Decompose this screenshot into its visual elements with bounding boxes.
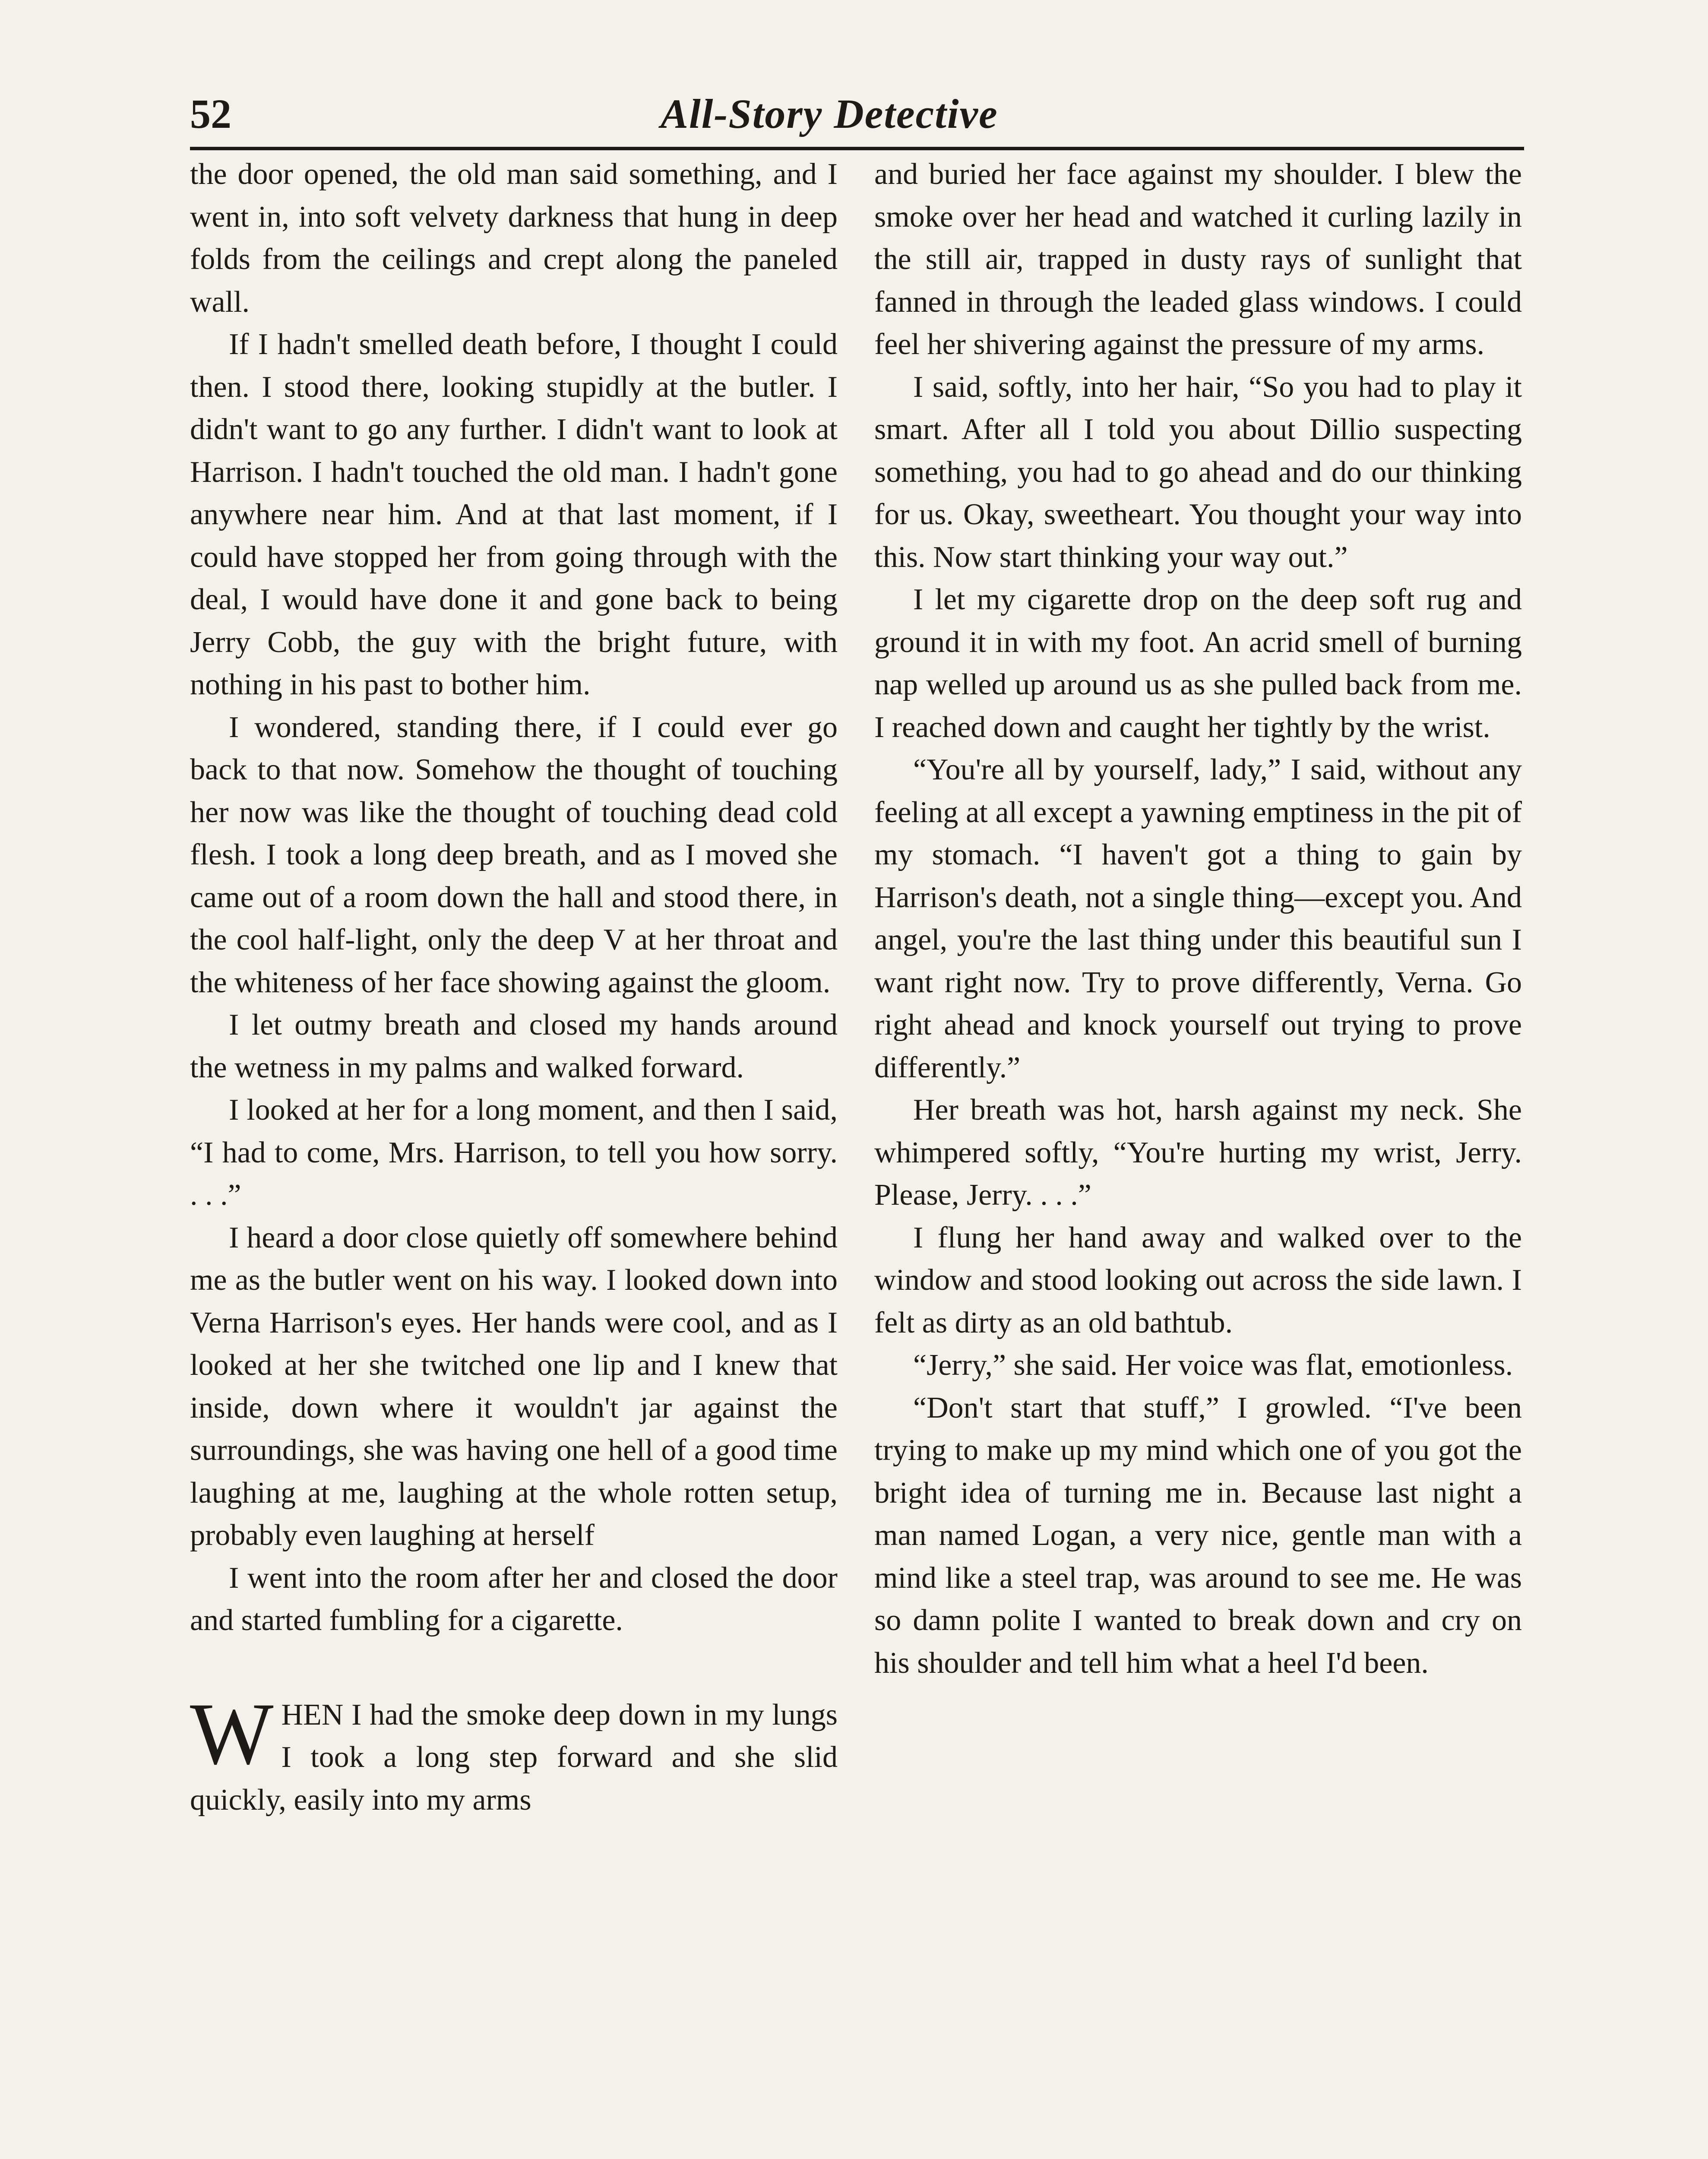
paragraph: the door opened, the old man said something, and I went in, into soft velvety darkness that hung in deep folds from the ceilings and crept along the paneled wall. [190,158,838,319]
paragraph: I wondered, standing there, if I could ever go back to that now. Somehow the thought of touching her now was like the thought of touching dead cold flesh. I took a long deep breath, and as I moved she came out of a room down the hall and stood there, in the cool half-light, only the deep V at her throat and the whiteness of her face showing against the gloom. [190,710,838,999]
drop-cap-paragraph-text: HEN I had the smoke deep down in my lungs I took a long step forward and she slid quickly, easily into my arms [190,1698,838,1817]
paragraph: “Don't start that stuff,” I growled. “I've been trying to make up my mind which one of you got the bright idea of turning me in. Because last night a man named Logan, a very nice, gentle man with a mind like a steel trap, was around to see me. He was so damn polite I wanted to break down and cry on his shoulder and tell him what a heel I'd been. [874,1391,1522,1680]
paragraph: I said, softly, into her hair, “So you had to play it smart. After all I told you about Dillio suspecting something, you had to go ahead and do our thinking for us. Okay, sweetheart. You thought your way into this. Now start thinking your way out.” [874,370,1522,574]
paragraph: I looked at her for a long moment, and then I said, “I had to come, Mrs. Harrison, to tell you how sorry. . . .” [190,1093,838,1212]
paragraph: “Jerry,” she said. Her voice was flat, emotionless. [913,1349,1513,1382]
paragraph: I went into the room after her and closed the door and started fumbling for a cigarette. [190,1561,838,1637]
drop-cap: W [190,1684,274,1783]
paragraph: and buried her face against my shoulder. I blew the smoke over her head and watched it curling lazily in the still air, trapped in dusty rays of sunlight that fanned in through the leaded glass windows. I could feel her shivering against the pressure of my arms. [874,158,1522,361]
paragraph: I let my cigarette drop on the deep soft rug and ground it in with my foot. An acrid smell of burning nap welled up around us as she pulled back from me. I reached down and caught her tightly by the wrist. [874,583,1522,744]
paragraph: If I hadn't smelled death before, I thought I could then. I stood there, looking stupidly at the butler. I didn't want to go any further. I didn't want to look at Harrison. I hadn't touched the old man. I hadn't gone anywhere near him. And at that last moment, if I could have stopped her from going through with the deal, I would have done it and gone back to being Jerry Cobb, the guy with the bright future, with nothing in his past to bother him. [190,328,838,701]
drop-cap-paragraph [190,1684,838,1822]
left-column [190,153,838,1821]
paragraph: Her breath was hot, harsh against my neck. She whimpered softly, “You're hurting my wrist, Jerry. Please, Jerry. . . .” [874,1093,1522,1212]
page-number: 52 [190,91,231,137]
paragraph: I heard a door close quietly off somewhere behind me as the butler went on his way. I looked down into Verna Harrison's eyes. Her hands were cool, and as I looked at her she twitched one lip and I knew that inside, down where it wouldn't jar against the surroundings, she was having one hell of a good time laughing at me, laughing at the whole rotten setup, probably even laughing at herself [190,1221,838,1552]
paragraph: I flung her hand away and walked over to the window and stood looking out across the side lawn. I felt as dirty as an old bathtub. [874,1221,1522,1339]
right-column [874,153,1522,1684]
paragraph: “You're all by yourself, lady,” I said, without any feeling at all except a yawning emptiness in the pit of my stomach. “I haven't got a thing to gain by Harrison's death, not a single thing—except you. And angel, you're the last thing under this beautiful sun I want right now. Try to prove differently, Verna. Go right ahead and knock yourself out trying to prove differently.” [874,753,1522,1084]
section-break [190,1642,838,1694]
magazine-title: All-Story Detective [661,91,998,137]
paragraph: I let outmy breath and closed my hands around the wetness in my palms and walked forward. [190,1008,838,1084]
page-header [190,82,1524,150]
